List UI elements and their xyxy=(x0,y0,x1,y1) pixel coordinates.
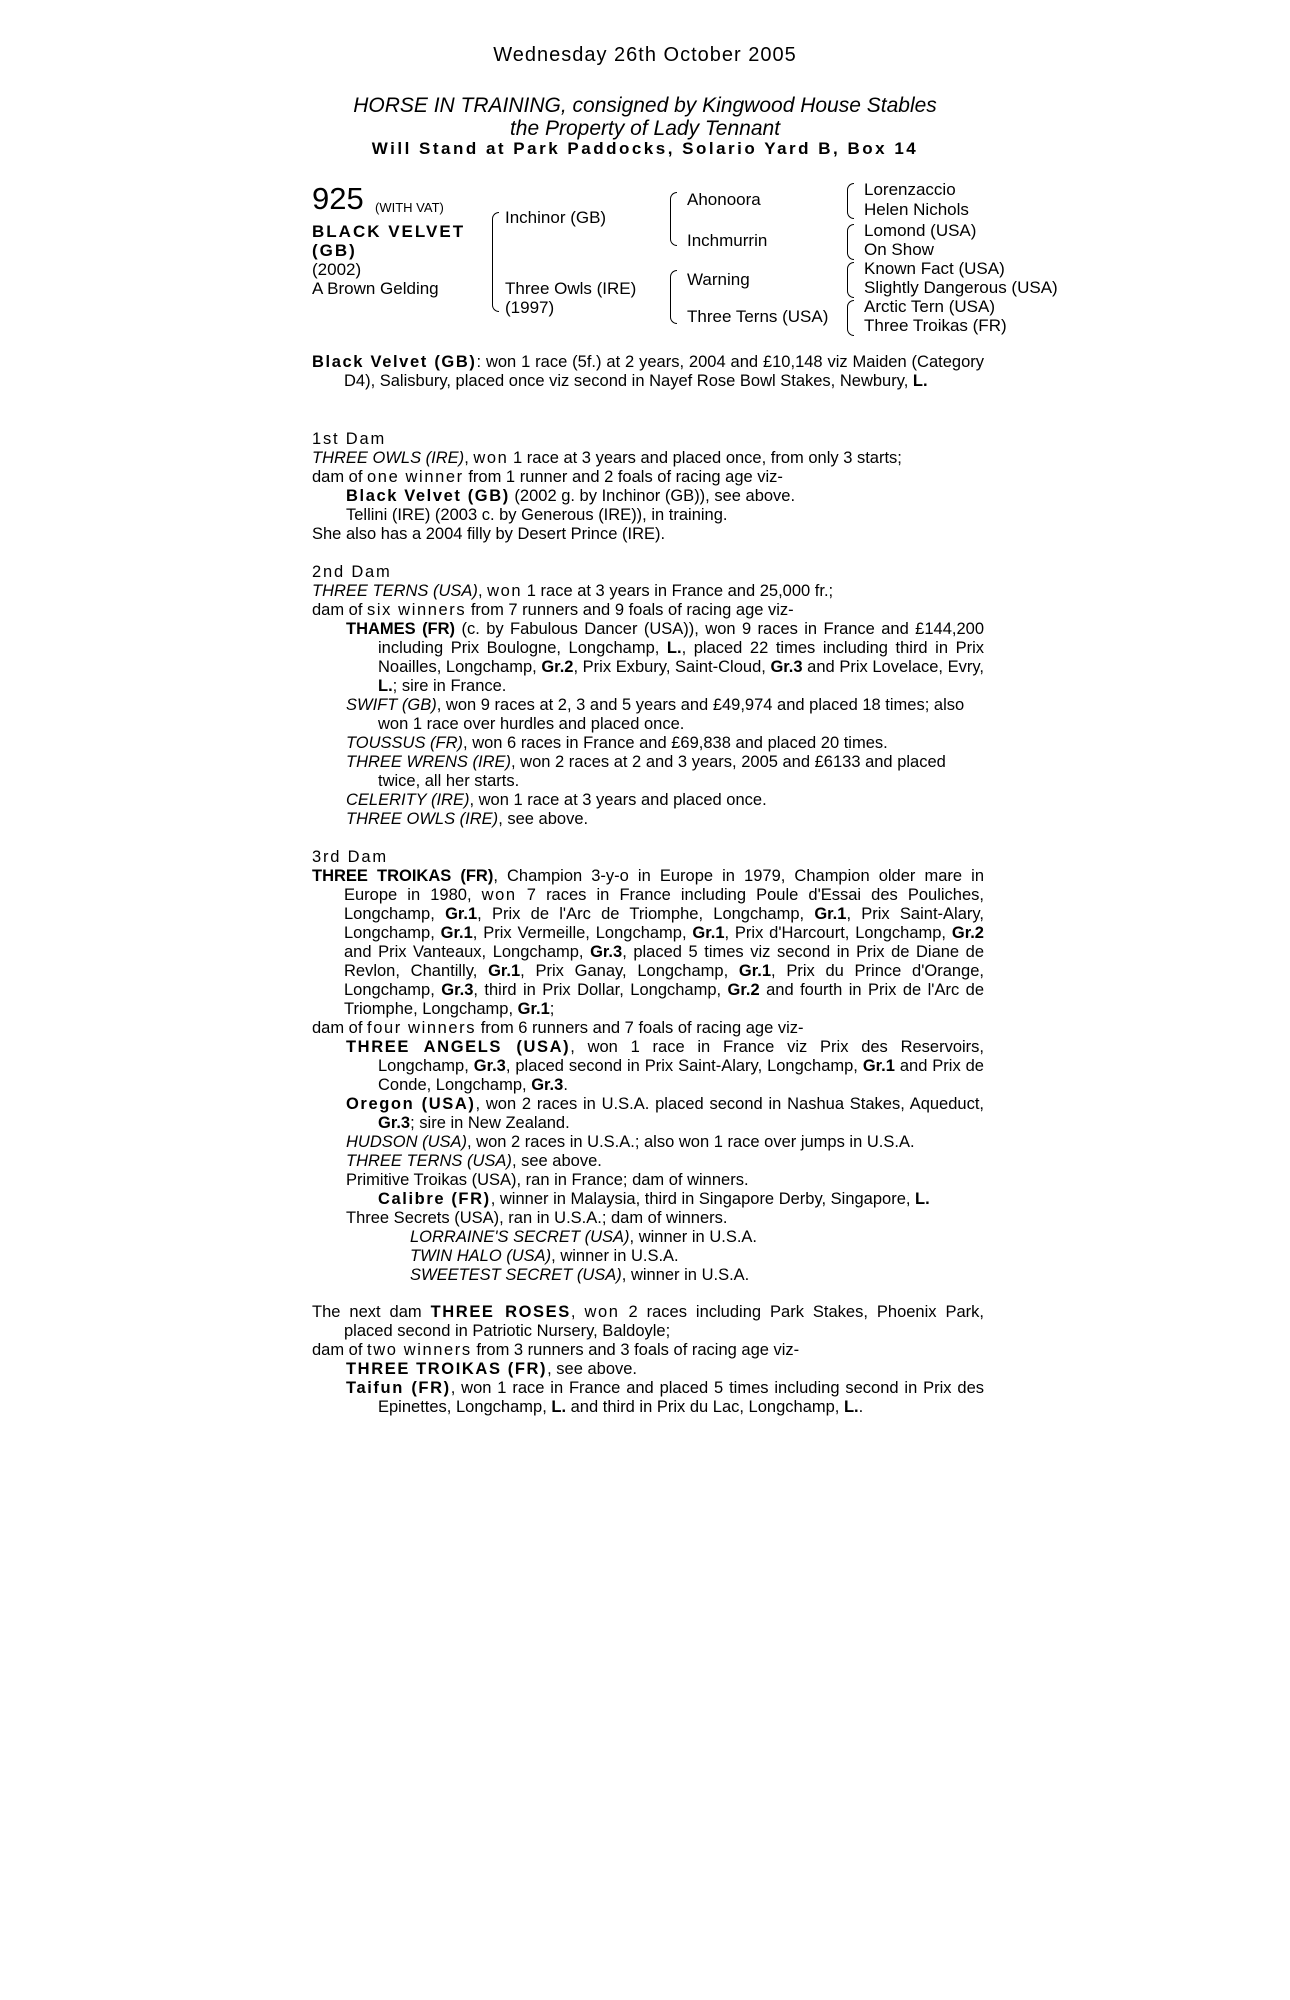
dam-of-suffix: from 1 runner and 2 foals of racing age viz- xyxy=(463,468,783,486)
summary-name: Black Velvet (GB) xyxy=(312,353,477,371)
pedigree-g1: Ahonoora xyxy=(687,190,761,209)
dam-name: THREE OWLS (IRE) xyxy=(312,449,465,467)
sale-date: Wednesday 26th October 2005 xyxy=(493,44,797,66)
dam-of-prefix: dam of xyxy=(312,1341,368,1359)
offspring-entry xyxy=(312,1360,984,1379)
horse-name: BLACK VELVET xyxy=(312,222,466,241)
dam-of-line xyxy=(312,1019,984,1038)
pedigree-brace xyxy=(847,224,854,260)
pedigree-gg1: Lorenzaccio xyxy=(864,180,956,199)
offspring-text: , see above. xyxy=(498,810,589,828)
group-label: Gr.1 xyxy=(445,905,478,923)
dam-record: The next dam THREE ROSES, won 2 races including Park Stakes, Phoenix Park, placed second in Patriotic Nursery, Baldoyle; xyxy=(312,1303,985,1340)
grand-offspring-entry xyxy=(312,1228,984,1247)
group-label: Gr.3 xyxy=(441,981,474,999)
dam-of-line xyxy=(312,1341,984,1360)
offspring-entry xyxy=(312,1038,984,1095)
dam-text: , third in Prix Dollar, Longchamp, xyxy=(473,981,728,999)
offspring-entry xyxy=(312,753,984,791)
dam-text: ; xyxy=(549,1000,555,1018)
dam-text: The next dam xyxy=(312,1303,431,1321)
group-label: Gr.2 xyxy=(727,981,760,999)
offspring-text: , placed second in Prix Saint-Alary, Longchamp, xyxy=(505,1057,863,1075)
horse-country: (GB) xyxy=(312,241,357,260)
vat-note: (WITH VAT) xyxy=(375,200,444,215)
dam-text: , Prix Ganay, Longchamp, xyxy=(520,962,739,980)
consignment-line: HORSE IN TRAINING, consigned by Kingwood House Stables xyxy=(353,94,937,117)
pedigree-brace xyxy=(670,192,677,246)
group-label: Gr.1 xyxy=(814,905,847,923)
offspring-entry xyxy=(312,1095,984,1133)
section-title: 3rd Dam xyxy=(312,848,388,866)
offspring-entry xyxy=(312,620,984,696)
grand-offspring-entry xyxy=(312,1266,984,1285)
dam-of-prefix: dam of xyxy=(312,468,368,486)
dam-text: 1 race at 3 years in France and 25,000 fr.; xyxy=(522,582,834,600)
offspring-text: (c. by Fabulous Dancer (USA)), won 9 races in France and £144,200 including Prix Boulogne, Longchamp, xyxy=(378,620,985,657)
won-label: won xyxy=(487,582,523,600)
group-label: Gr.2 xyxy=(951,924,984,942)
dam-name: THREE TROIKAS (FR) xyxy=(312,867,494,885)
group-label: Gr.3 xyxy=(473,1057,506,1075)
offspring-text: , won 2 races in U.S.A.; also won 1 race over jumps in U.S.A. xyxy=(467,1133,915,1151)
offspring-name: LORRAINE'S SECRET (USA) xyxy=(410,1228,630,1246)
next-dam-section xyxy=(312,1303,984,1417)
pedigree-gg6: Slightly Dangerous (USA) xyxy=(864,278,1058,297)
group-label: Gr.3 xyxy=(378,1114,411,1132)
pedigree-brace xyxy=(492,212,499,312)
group-label: Gr.2 xyxy=(541,658,574,676)
offspring-name: TWIN HALO (USA) xyxy=(410,1247,552,1265)
dam-text: , Prix de l'Arc de Triomphe, Longchamp, xyxy=(477,905,815,923)
dam-text: , placed 5 times viz second in Prix de Diane de Revlon, Chantilly, xyxy=(344,943,985,980)
dam-of-suffix: from 3 runners and 3 foals of racing age viz- xyxy=(471,1341,800,1359)
dam-text: 1 race at 3 years and placed once, from only 3 starts; xyxy=(508,449,902,467)
pedigree-gg5: Known Fact (USA) xyxy=(864,259,1005,278)
pedigree-gg7: Arctic Tern (USA) xyxy=(864,297,995,316)
dam-of-line xyxy=(312,468,984,487)
dam-text: , Prix d'Harcourt, Longchamp, xyxy=(724,924,952,942)
winners-count: two winners xyxy=(367,1341,472,1359)
grand-offspring-entry xyxy=(312,1190,984,1209)
winners-count: six winners xyxy=(367,601,467,619)
group-label: Gr.3 xyxy=(590,943,623,961)
dam-text: , Prix Vermeille, Longchamp, xyxy=(472,924,693,942)
offspring-entry xyxy=(312,1152,984,1171)
offspring-text: . xyxy=(563,1076,568,1094)
third-dam-section xyxy=(312,848,984,1285)
offspring-entry: Three Secrets (USA), ran in U.S.A.; dam of winners. xyxy=(346,1209,728,1227)
pedigree-g4: Three Terns (USA) xyxy=(687,307,829,326)
offspring-entry: Tellini (IRE) (2003 c. by Generous (IRE)), in training. xyxy=(346,506,728,524)
dam-of-suffix: from 6 runners and 7 foals of racing age viz- xyxy=(476,1019,804,1037)
group-label: Gr.1 xyxy=(692,924,725,942)
dam-text: , Prix du Prince d'Orange, Longchamp, xyxy=(344,962,984,999)
summary-paragraph xyxy=(312,353,984,391)
pedigree-g2: Inchmurrin xyxy=(687,231,768,250)
dam-name: THREE ROSES xyxy=(430,1303,571,1321)
offspring-text: and Prix Lovelace, Evry, xyxy=(802,658,984,676)
listed-label: L. xyxy=(551,1398,567,1416)
racing-summary xyxy=(312,353,984,391)
offspring-text: , won 9 races at 2, 3 and 5 years and £49,974 and placed 18 times; also won 1 race over hurdles and placed once. xyxy=(378,696,965,733)
offspring-text: , winner in U.S.A. xyxy=(621,1266,750,1284)
dam-of-prefix: dam of xyxy=(312,601,368,619)
lot-number: 925 xyxy=(312,181,364,216)
offspring-name: HUDSON (USA) xyxy=(346,1133,468,1151)
offspring-name: Black Velvet (GB) xyxy=(346,487,510,505)
offspring-text: , placed 22 times including third in Prix Noailles, Longchamp, xyxy=(378,639,984,676)
listed-label: L. xyxy=(915,1190,930,1208)
pedigree-g3: Warning xyxy=(687,270,750,289)
offspring-text: , Prix Exbury, Saint-Cloud, xyxy=(573,658,771,676)
group-label: Gr.1 xyxy=(862,1057,895,1075)
summary-text: : won 1 race (5f.) at 2 years, 2004 and £10,148 viz Maiden (Category D4), Salisbury, placed once viz second in Nayef Rose Bowl Stakes, Newbury, xyxy=(344,353,984,390)
pedigree-gg8: Three Troikas (FR) xyxy=(864,316,1007,335)
second-dam-section xyxy=(312,563,984,829)
section-title: 2nd Dam xyxy=(312,563,392,581)
pedigree-brace xyxy=(847,183,854,219)
winners-count: four winners xyxy=(367,1019,477,1037)
pedigree-brace xyxy=(670,270,677,324)
dam-text: , Champion 3-y-o in Europe in 1979, Champion older mare in Europe in 1980, xyxy=(344,867,984,904)
offspring-entry xyxy=(312,696,984,734)
offspring-text: , won 1 race in France and placed 5 times including second in Prix des Epinettes, Longchamp, xyxy=(378,1379,985,1416)
group-label: Gr.1 xyxy=(488,962,521,980)
dam-text: and Prix Vanteaux, Longchamp, xyxy=(344,943,591,961)
offspring-text: ; sire in New Zealand. xyxy=(410,1114,570,1132)
offspring-name: THREE TERNS (USA) xyxy=(346,1152,512,1170)
dam-of-line xyxy=(312,601,984,620)
offspring-name: THREE WRENS (IRE) xyxy=(346,753,511,771)
offspring-text: , winner in U.S.A. xyxy=(629,1228,757,1246)
listed-label: L. xyxy=(666,639,682,657)
pedigree-dam: Three Owls (IRE) xyxy=(505,279,637,298)
winners-count: one winner xyxy=(367,468,464,486)
dam-of-prefix: dam of xyxy=(312,1019,368,1037)
offspring-name: CELERITY (IRE) xyxy=(346,791,470,809)
offspring-text: , see above. xyxy=(511,1152,602,1170)
dam-record xyxy=(312,867,984,1019)
dam-record: THREE OWLS (IRE), won 1 race at 3 years and placed once, from only 3 starts; xyxy=(312,449,902,467)
offspring-name: Oregon (USA) xyxy=(346,1095,476,1113)
group-label: Gr.3 xyxy=(531,1076,564,1094)
dam-text: and fourth in Prix de l'Arc de Triomphe, Longchamp, xyxy=(344,981,984,1018)
listed-label: L. xyxy=(843,1398,859,1416)
won-label: won xyxy=(473,449,509,467)
pedigree-brace xyxy=(847,300,854,336)
location-line: Will Stand at Park Paddocks, Solario Yard B, Box 14 xyxy=(371,139,919,158)
offspring-name: THREE ANGELS (USA) xyxy=(346,1038,571,1056)
grand-offspring-entry xyxy=(312,1247,984,1266)
offspring-text: ; sire in France. xyxy=(392,677,507,695)
pedigree-dam-year: (1997) xyxy=(505,298,555,317)
section-title: 1st Dam xyxy=(312,430,387,448)
pedigree-brace xyxy=(847,262,854,298)
offspring-entry xyxy=(312,487,984,506)
pedigree-gg2: Helen Nichols xyxy=(864,200,969,219)
horse-year: (2002) xyxy=(312,260,362,279)
first-dam-section xyxy=(312,430,984,544)
offspring-name: Taifun (FR) xyxy=(346,1379,451,1397)
offspring-name: TOUSSUS (FR) xyxy=(346,734,464,752)
listed-label: L. xyxy=(378,677,393,695)
listed-label: L. xyxy=(912,372,928,390)
offspring-entry xyxy=(312,810,984,829)
offspring-entry xyxy=(312,1379,984,1417)
group-label: Gr.3 xyxy=(770,658,803,676)
dam-text: 7 races in France including Poule d'Essai des Pouliches, Longchamp, xyxy=(344,886,984,923)
dam-text: , Prix Saint-Alary, Longchamp, xyxy=(344,905,984,942)
offspring-text: , see above. xyxy=(547,1360,638,1378)
group-label: Gr.1 xyxy=(517,1000,550,1018)
offspring-text: (2002 g. by Inchinor (GB)), see above. xyxy=(509,487,796,505)
offspring-entry: Primitive Troikas (USA), ran in France; dam of winners. xyxy=(346,1171,749,1189)
offspring-text: , won 6 races in France and £69,838 and placed 20 times. xyxy=(463,734,888,752)
pedigree-sire: Inchinor (GB) xyxy=(505,208,607,227)
offspring-name: THREE OWLS (IRE) xyxy=(346,810,499,828)
dam-name: THREE TERNS (USA) xyxy=(312,582,478,600)
dam-note: She also has a 2004 filly by Desert Prince (IRE). xyxy=(312,525,666,543)
offspring-text: and third in Prix du Lac, Longchamp, xyxy=(566,1398,844,1416)
offspring-text: , won 2 races in U.S.A. placed second in Nashua Stakes, Aqueduct, xyxy=(475,1095,984,1113)
dam-text: 2 races including Park Stakes, Phoenix Park, placed second in Patriotic Nursery, Baldoyle; xyxy=(344,1303,985,1340)
offspring-name: SWIFT (GB) xyxy=(346,696,437,714)
offspring-entry xyxy=(312,1133,984,1152)
offspring-text: , won 1 race at 3 years and placed once. xyxy=(469,791,767,809)
pedigree-gg4: On Show xyxy=(864,240,934,259)
property-line: the Property of Lady Tennant xyxy=(509,117,781,140)
won-label: won xyxy=(481,886,517,904)
dam-record: THREE TERNS (USA), won 1 race at 3 years in France and 25,000 fr.; xyxy=(312,582,834,600)
pedigree-gg3: Lomond (USA) xyxy=(864,221,977,240)
offspring-text: , winner in Malaysia, third in Singapore Derby, Singapore, xyxy=(490,1190,916,1208)
group-label: Gr.1 xyxy=(738,962,771,980)
offspring-entry xyxy=(312,791,984,810)
offspring-name: Calibre (FR) xyxy=(378,1190,491,1208)
offspring-text: , winner in U.S.A. xyxy=(551,1247,679,1265)
horse-description: A Brown Gelding xyxy=(312,279,439,298)
offspring-text: , won 1 race in France viz Prix des Reservoirs, Longchamp, xyxy=(378,1038,985,1075)
offspring-entry xyxy=(312,734,984,753)
offspring-text: and Prix de Conde, Longchamp, xyxy=(378,1057,984,1094)
dam-of-suffix: from 7 runners and 9 foals of racing age viz- xyxy=(466,601,794,619)
offspring-name: THAMES (FR) xyxy=(346,620,456,638)
won-label: won xyxy=(584,1303,620,1321)
offspring-name: THREE TROIKAS (FR) xyxy=(346,1360,548,1378)
offspring-text: , won 2 races at 2 and 3 years, 2005 and £6133 and placed twice, all her starts. xyxy=(378,753,946,790)
offspring-name: SWEETEST SECRET (USA) xyxy=(410,1266,622,1284)
group-label: Gr.1 xyxy=(440,924,473,942)
offspring-text: . xyxy=(858,1398,864,1416)
